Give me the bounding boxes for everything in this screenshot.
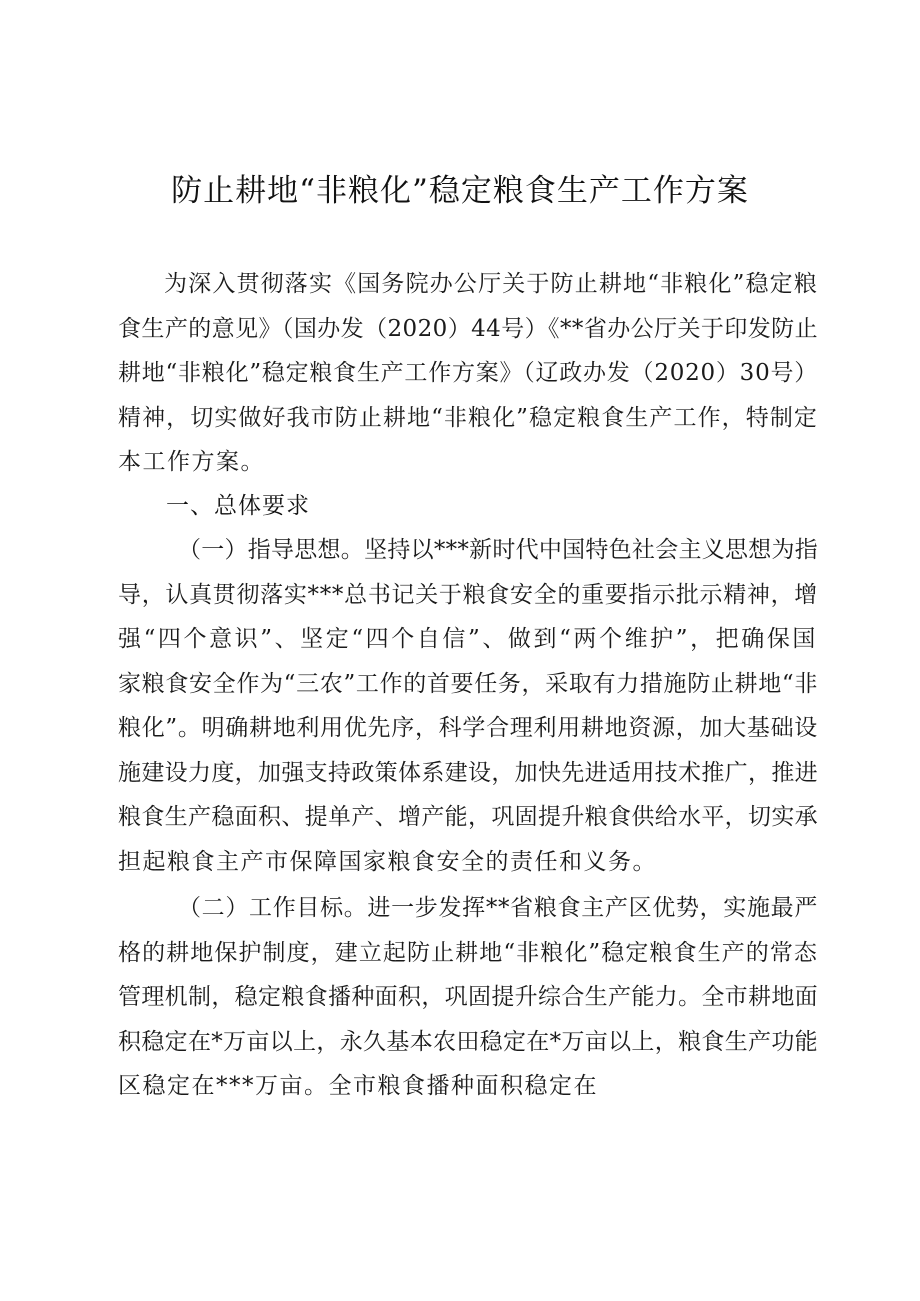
para1-line: （一）指导思想。坚持以***新时代中国特色社会主义思想为指: [178, 537, 818, 563]
intro-line: 精神，切实做好我市防止耕地“非粮化”稳定粮食生产工作，特制定: [118, 404, 818, 431]
para2-line: 管理机制，稳定粮食播种面积，巩固提升综合生产能力。全市耕地面: [118, 984, 818, 1010]
para2-line: 积稳定在*万亩以上，永久基本农田稳定在*万亩以上，粮食生产功能: [118, 1028, 818, 1055]
intro-line: 耕地“非粮化”稳定粮食生产工作方案》（辽政办发（2020）30号）: [118, 360, 818, 386]
para1-line: 粮化”。明确耕地利用优先序，科学合理利用耕地资源，加大基础设: [118, 715, 818, 741]
para2-line: （二）工作目标。进一步发挥**省粮食主产区优势，实施最严: [178, 895, 818, 921]
para2-line: 格的耕地保护制度，建立起防止耕地“非粮化”稳定粮食生产的常态: [118, 939, 818, 966]
para1-line: 施建设力度，加强支持政策体系建设，加快先进适用技术推广，推进: [118, 759, 818, 786]
para1-line: 导，认真贯彻落实***总书记关于粮食安全的重要指示批示精神，增: [118, 581, 818, 608]
intro-line: 本工作方案。: [118, 449, 265, 475]
para1-line: 家粮食安全作为“三农”工作的首要任务，采取有力措施防止耕地“非: [118, 670, 818, 697]
para1-line: 强“四个意识”、坚定“四个自信”、做到“两个维护”，把确保国: [118, 626, 818, 652]
guiding-thought-paragraph: [118, 528, 818, 884]
para1-line: 粮食生产稳面积、提单产、增产能，巩固提升粮食供给水平，切实承: [118, 804, 818, 830]
section-heading: 一、总体要求: [166, 493, 310, 519]
intro-line: 为深入贯彻落实《国务院办公厅关于防止耕地“非粮化”稳定粮: [164, 271, 818, 297]
intro-paragraph: [118, 262, 818, 485]
document-title: 防止耕地“非粮化”稳定粮食生产工作方案: [171, 173, 749, 209]
intro-line: 食生产的意见》（国办发（2020）44号）《**省办公厅关于印发防止: [118, 315, 818, 342]
para1-line: 担起粮食主产市保障国家粮食安全的责任和义务。: [118, 848, 657, 875]
para2-line: 区稳定在***万亩。全市粮食播种面积稳定在: [118, 1073, 598, 1099]
work-goal-paragraph: [118, 886, 818, 1109]
